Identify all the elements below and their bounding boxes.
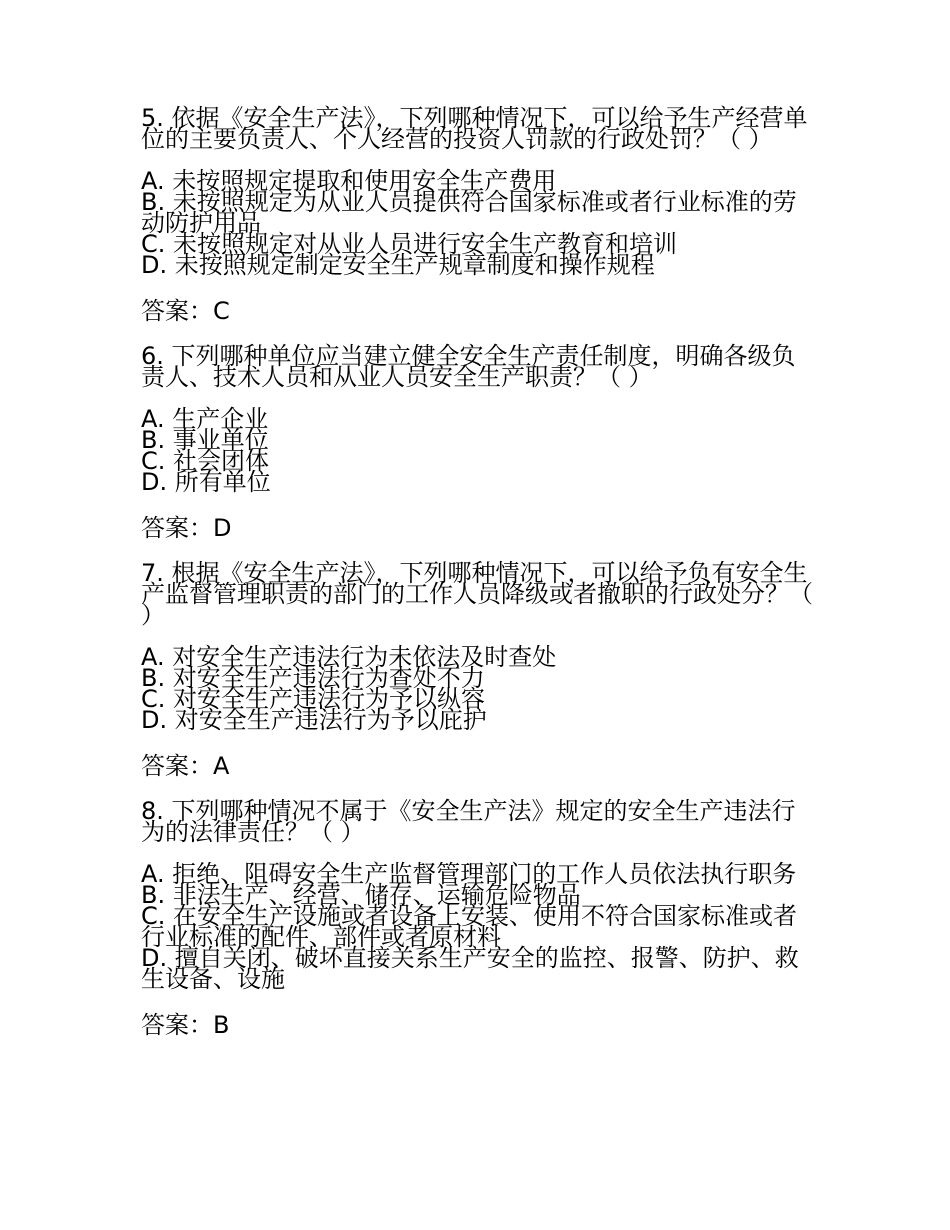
question-text: 8. 下列哪种情况不属于《安全生产法》规定的安全生产违法行为的法律责任？（ ）	[141, 797, 796, 846]
question-text: 7. 根据《安全生产法》，下列哪种情况下，可以给予负有安全生产监督管理职责的部门的工作人员降级或者撤职的行政处分？（ ）	[141, 559, 813, 629]
option-d: D. 所有单位	[141, 468, 271, 496]
option-a: A. 未按照规定提取和使用安全生产费用	[141, 167, 557, 195]
option-c: C. 在安全生产设施或者设备上安装、使用不符合国家标准或者行业标准的配件、部件或者原材料	[141, 902, 798, 951]
question-text: 6. 下列哪种单位应当建立健全安全生产责任制度，明确各级负责人、技术人员和从业人员安全生产职责？（ ）	[141, 342, 796, 391]
option-c: C. 对安全生产违法行为予以纵容	[141, 685, 486, 713]
option-c: C. 社会团体	[141, 447, 270, 475]
option-b: B. 未按照规定为从业人员提供符合国家标准或者行业标准的劳动防护用品	[141, 188, 797, 237]
option-a: A. 生产企业	[141, 405, 269, 433]
question-8	[141, 797, 813, 1039]
question-5	[141, 104, 813, 325]
option-d: D. 对安全生产违法行为予以庇护	[141, 706, 487, 734]
option-list	[141, 167, 813, 279]
question-text: 5. 依据《安全生产法》，下列哪种情况下，可以给予生产经营单位的主要负责人、个人经营的投资人罚款的行政处罚？（ ）	[141, 104, 808, 153]
document-page	[141, 104, 813, 1060]
option-d: D. 擅自关闭、破坏直接关系生产安全的监控、报警、防护、救生设备、设施	[141, 944, 799, 993]
option-a: A. 拒绝、阻碍安全生产监督管理部门的工作人员依法执行职务	[141, 860, 797, 888]
question-6	[141, 342, 813, 542]
option-b: B. 事业单位	[141, 426, 269, 454]
answer-text: 答案：B	[141, 1011, 230, 1039]
option-list	[141, 860, 813, 993]
option-c: C. 未按照规定对从业人员进行安全生产教育和培训	[141, 230, 678, 258]
answer-text: 答案：C	[141, 297, 230, 325]
option-d: D. 未按照规定制定安全生产规章制度和操作规程	[141, 251, 655, 279]
option-a: A. 对安全生产违法行为未依法及时查处	[141, 643, 557, 671]
answer-text: 答案：A	[141, 752, 230, 780]
question-7	[141, 559, 813, 780]
option-b: B. 对安全生产违法行为查处不力	[141, 664, 485, 692]
option-list	[141, 643, 813, 734]
option-b: B. 非法生产、经营、储存、运输危险物品	[141, 881, 581, 909]
answer-text: 答案：D	[141, 514, 232, 542]
option-list	[141, 405, 813, 496]
